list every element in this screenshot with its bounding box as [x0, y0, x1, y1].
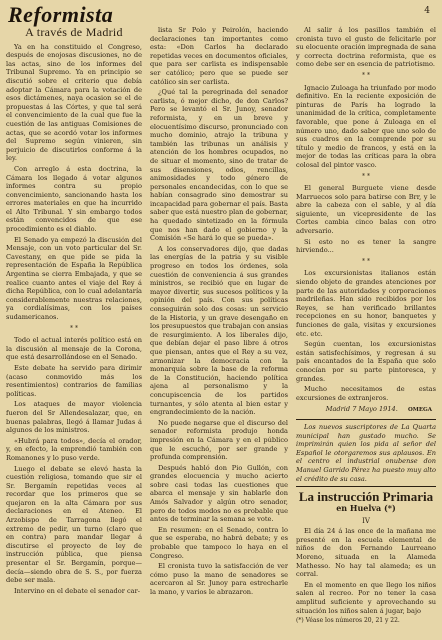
- paragraph: Según cuentan, los excursionistas están satisfechísimos, y regresan á su país encantados de la España que solo conocían por su parte pintoresca, y grandes.: [296, 340, 436, 383]
- divider: [296, 419, 436, 420]
- paragraph: ¿Qué tal la peregrinada del senador carlista, ó mejor dicho, de don Carlos? Pero se levantó el Sr. Junoy, senador reformista, y en un breve y elocuentísimo discurso, pronunciado con mucho dominio, atrajo la tribuna y también las tribunas un análisis y atención de los hombres ocupados, no de situar el momento, sino de tratar de sus disensiones, odios, rencillas, animosidades y todo género de personales encandecidas, con lo que se habían consagrado sino demostrar su incapacidad para gobernar el país. Basta saber que está nuestro plan de gobernar, ha quedado sintetizado en la fórmula que nos han dado el gobierno y la Comisión «Se hará lo que se pueda».: [150, 88, 288, 243]
- paragraph: El cronista tuvo la satisfacción de ver cómo puso la mano de senadores se acercaron al Sr. Junoy para estrecharle la mano, y varios le abrazaron.: [150, 562, 288, 596]
- notice-paragraph: Los nuevos suscriptores de La Quarta municipal han gustado mucho. Se imprimirán quien los pida al señor del Español le otorgaremos sus aplausos. En el centro el industrial onubense don Manuel Garrido Pérez ha puesto muy alto el crédito de su casa.: [296, 422, 436, 483]
- paragraph: A los conservadores dijo, que dadas las energías de la patria y su visible progreso en todos los órdenes, sola cuestión de conveniencia á sus grandes ministros, se recibió que en lugar de mayor divertir, sus sucesos políticos y la opinión del país. Con sus políticas conseguirán solo dos cosas: un servicio de la Historia, y un grave desengaño en los presupuestos que trabajan con ansias de resurgimiento. A los liberales dijo, que debían dejar el paso libre á otros que piensan, antes que el Rey a su vez, armonizar la democracia con la monarquía sobre la base de la reforma de la Constitución, haciendo política ajena al personalismo y la concupiscencia de los partidos turnantes, y sólo atenta al bien estar y engrandecimiento de la nación.: [150, 244, 288, 417]
- paragraph: Al salir á los pasillos también el cronista tuvo el gusto de felicitarle por su elocuente oración impregnada de sana y correcta doctrina reformista, que es como debe ser en esencia de patriotismo.: [296, 26, 436, 69]
- section-title-madrid: A través de Madrid: [25, 26, 123, 39]
- divider: [296, 486, 436, 487]
- paragraph: Ya en ha constituido el Congreso, después de enojosas discusiones, no de las actas, sino de los informes del Tribunal Supremo. Ya en principio se discutió sobre el criterio que debía adoptar la Cámara para la votación de esos dictámenes, naya ocasion se el de propuestas á las Córtes, y que tal será el convencimiento de la cual que fue la cuestión de las antiguas Comisiones de actas, que se acordó votar los informes del Supremo según vinieren, sin perjuicio de discutirlos conforme á la ley.: [6, 42, 142, 163]
- separator-stars: * *: [362, 71, 370, 79]
- paragraph: Si esto no es tener la sangre hirviendo...: [296, 237, 436, 255]
- paragraph: En resumen: en el Senado, contra lo que se esperaba, no habrá debate; y es probable que tampoco lo haya en el Congreso.: [150, 525, 288, 560]
- article-subtitle: en Huelva (*): [336, 503, 396, 514]
- paragraph: «Hubrá para todos», decía el orador, y, en efecto, la emprendió también con Romanones y lo puso verde.: [6, 436, 142, 462]
- paragraph: En el momento en que llego los niños salen al recreo. Por no tener la casa amplitud suficiente y aprovechando su situación los niños salen á jugar, bajo: [296, 580, 436, 615]
- paragraph: El Senado ya empezó la discusión del Mensaje, con un voto particular del Sr. Cavestany, en que pide se pida la representación de España la República Argentina se cierra Embajada, y que se realice cuanto antes el viaje del Rey á dicha República, con lo cual adelantaría considerablemente nuestras relaciones, ya cordialísimas, con los países sudamericanos.: [6, 235, 142, 321]
- paragraph: Todo el actual interés político está en la discusión al mensaje de la Corona, que está desarrollándose en el Senado.: [6, 336, 142, 362]
- footnote: (*) Véase los números 20, 21 y 22.: [296, 617, 400, 625]
- article-title: La instrucción Primaria: [298, 489, 434, 505]
- paragraph: Con arreglo á esta doctrina, la Cámara los llegado á votar algunos informes contra su propio convencimiento, sancionando hasta los errores materiales en que ha incurrido el Alto Tribunal. Y sin embargo todos están convencidos de que ese procedimiento es el diablo.: [6, 164, 142, 234]
- paragraph: El día 24 á las once de la mañana me presenté en la escuela elemental de niños de don Fernando Laurreano Moreno, situada en la Alameda Mathesso. No hay tal alameda; es un corral.: [296, 527, 436, 579]
- column-left: [6, 26, 142, 636]
- page-number: 4: [424, 6, 430, 16]
- column-middle: [150, 26, 288, 636]
- separator-stars: * *: [362, 172, 370, 180]
- separator-stars: * *: [362, 257, 370, 265]
- paragraph: El general Burguete viene desde Marruecos solo para batirse con Brr, y le abre la cabeza con el sable, y al día siguiente, un vicepresidente de las Cortes cambia cinco balas con otro adversario.: [296, 184, 436, 236]
- paragraph: Los excursionistas italianos están siendo objeto de grandes atenciones por parte de las autoridades y corporaciones madrileñas. Han sido recibidos por los Reyes, se han verificado brillantes recepciones en su honor, banquetes y funciones de gala, visitas y excursiones etc. etc.: [296, 269, 436, 338]
- paragraph: Después habló don Pio Gullón, con grandes elocuencia y mucho acierto sobre casi todas las cuestiones que abarca el mensaje y sin hablarle don Amós Salvador y algún otro senador, pero de todos modos no es probable que antes de terminar la semana se vote.: [150, 463, 288, 524]
- paragraph: Ignacio Zuloaga ha triunfado por modo definitivo. En la reciente exposición de pinturas de París ha logrado la unanimidad de la crítica, completamente favorable, que pone á Zuloaga en el número uno, dado saber que uno solo de sus cuadros en la comprende por su título y medio de francos, y está en la mejor de todas las críticas para la obra colosal del pintor vasco.: [296, 83, 436, 169]
- paragraph: Los ataques de mayor violencia fueron del Sr Allendesalazar, que, en buenas palabras, llegó á llamar Judas á algunos de los ministros.: [6, 400, 142, 435]
- paragraph: Este debate ha servido para dirimir (acaso conmovido más los resentimientos) contrarios de familias políticas.: [6, 363, 142, 398]
- paragraph: No puede negarse que el discurso del senador reformista produjo honda impresión en la Cámara y en el público que le escuchó, por ser grande y profunda comprensión.: [150, 418, 288, 462]
- column-right: [296, 26, 436, 636]
- separator-stars: * *: [70, 324, 78, 332]
- paragraph: Luego el debate se elevó hasta la cuestión religiosa, tomando que sir el Sr. Bergamín repetidas veces al recordar que los primeros que se quejaron en la alta Cámara por sus declaraciones en el Ateneo. El Arzobispo de Tarragona llegó el extremo de pedir, un turno (claro que en contra) para mandar llegar á discutirse el proyecto de ley de instrucción pública, que piensa presentar el Sr. Bergamín, porque—decía—siendo obra de S. S., por fuerza debe ser mala.: [6, 464, 142, 585]
- masthead-title: Reformista: [8, 2, 114, 27]
- paragraph: Intervino en el debate el senador car-: [14, 586, 140, 595]
- paragraph: lista Sr Polo y Peirolón, haciendo declaraciones tan importantes como esta: «Don Carlos ha declarado repetidas veces en documentos oficiales, que para ser carlista es indispensable ser católico; pero que se puede ser católico sin ser carlista.: [150, 26, 288, 86]
- signature: [296, 405, 432, 415]
- article-number: IV: [362, 516, 370, 525]
- signature-name: OMEGA: [407, 407, 432, 414]
- paragraph: Mucho necesitamos de estas excursiones de extranjeros.: [296, 385, 436, 402]
- signature-place: Madrid 7 Mayo 1914.: [325, 405, 398, 414]
